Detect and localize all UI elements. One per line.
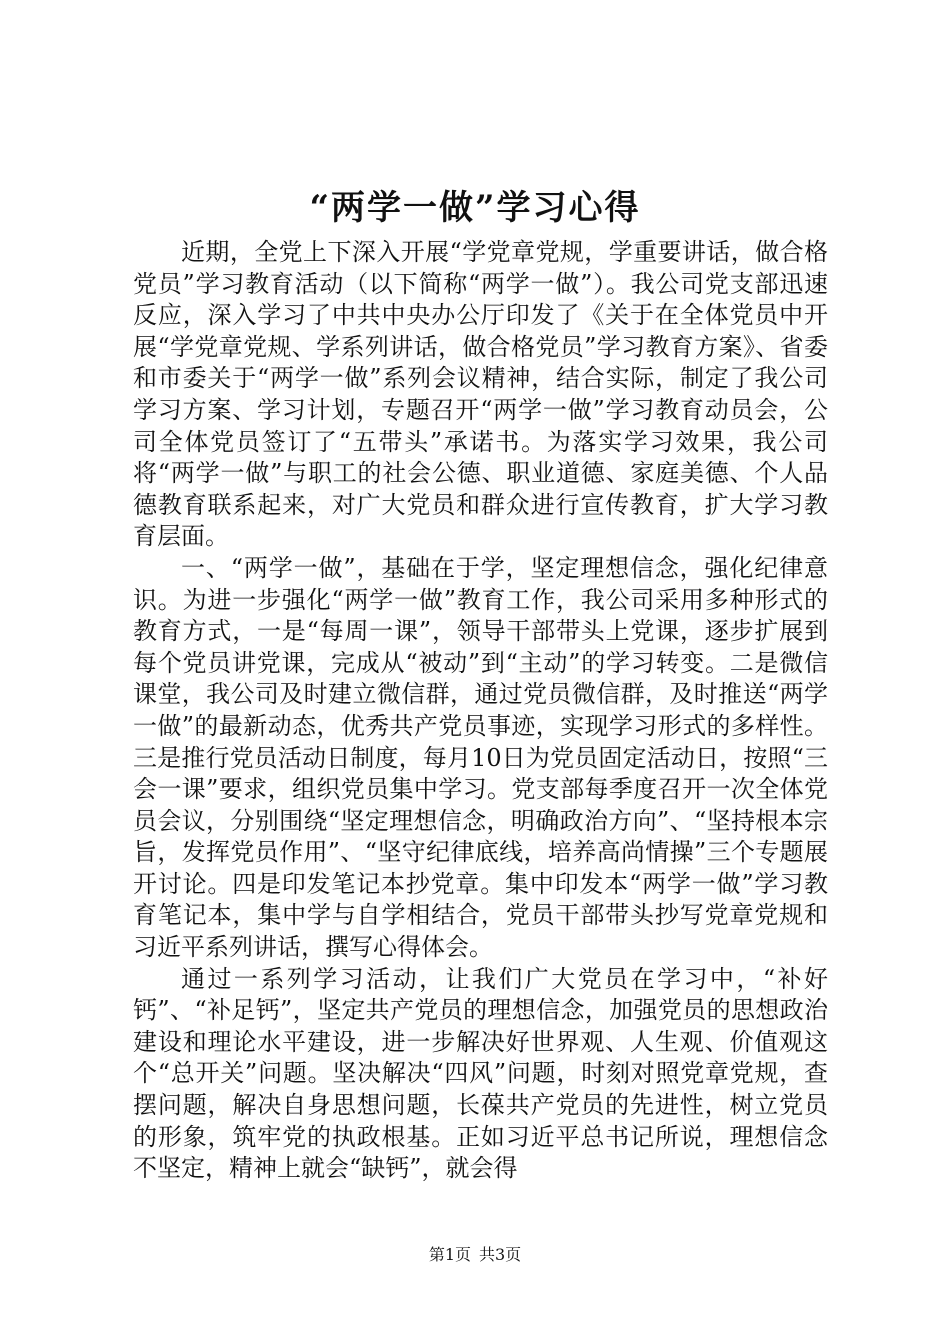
document-title: “两学一做”学习心得 bbox=[309, 188, 641, 228]
paragraph-conclusion: 通过一系列学习活动，让我们广大党员在学习中，“补好钙”、“补足钙”，坚定共产党员的理想信念，加强党员的思想政治建设和理论水平建设，进一步解决好世界观、人生观、价值观这个“总开关”问题。坚决解决“四风”问题，时刻对照党章党规，查摆问题，解决自身思想问题，长葆共产党员的先进性，树立党员的形象，筑牢党的执政根基。正如习近平总书记所说，理想信念不坚定，精神上就会“缺钙”，就会得 bbox=[133, 964, 828, 1183]
document-body bbox=[133, 237, 828, 1185]
paragraph-intro: 近期，全党上下深入开展“学党章党规，学重要讲话，做合格党员”学习教育活动（以下简称“两学一做”）。我公司党支部迅速反应，深入学习了中共中央办公厅印发了《关于在全体党员中开展“学党章党规、学系列讲话，做合格党员”学习教育方案》、省委和市委关于“两学一做”系列会议精神，结合实际，制定了我公司学习方案、学习计划，专题召开“两学一做”学习教育动员会，公司全体党员签订了“五带头”承诺书。为落实学习效果，我公司将“两学一做”与职工的社会公德、职业道德、家庭美德、个人品德教育联系起来，对广大党员和群众进行宣传教育，扩大学习教育层面。 bbox=[133, 238, 828, 551]
page-total: 共3页 bbox=[479, 1245, 522, 1264]
paragraph-section-one: 一、“两学一做”，基础在于学，坚定理想信念，强化纪律意识。为进一步强化“两学一做”教育工作，我公司采用多种形式的教育方式，一是“每周一课”，领导干部带头上党课，逐步扩展到每个党员讲党课，完成从“被动”到“主动”的学习转变。二是微信课堂，我公司及时建立微信群，通过党员微信群，及时推送“两学一做”的最新动态，优秀共产党员事迹，实现学习形式的多样性。三是推行党员活动日制度，每月10日为党员固定活动日，按照“三会一课”要求，组织党员集中学习。党支部每季度召开一次全体党员会议，分别围绕“坚定理想信念，明确政治方向”、“坚持根本宗旨，发挥党员作用”、“坚守纪律底线，培养高尚情操”三个专题展开讨论。四是印发笔记本抄党章。集中印发本“两学一做”学习教育笔记本，集中学与自学相结合，党员干部带头抄写党章党规和习近平系列讲话，撰写心得体会。 bbox=[133, 553, 828, 962]
page-footer bbox=[0, 1244, 950, 1266]
page-number: 第1页 bbox=[428, 1245, 471, 1264]
